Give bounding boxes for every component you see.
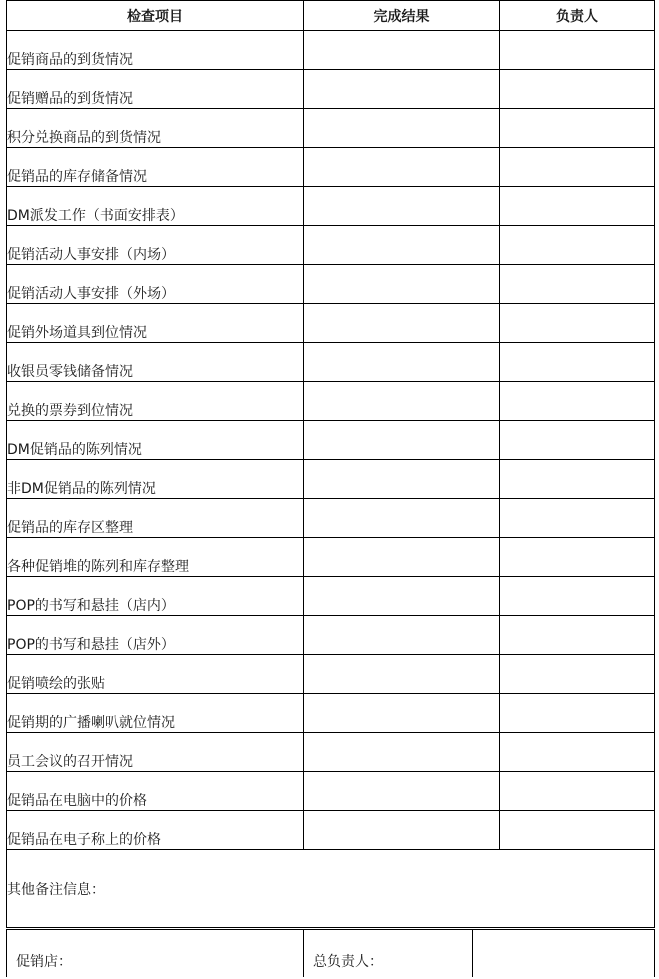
footer-table [6,929,655,977]
result-cell[interactable] [304,772,500,811]
owner-cell[interactable] [500,343,655,382]
owner-cell[interactable] [500,811,655,850]
owner-cell[interactable] [500,31,655,70]
check-item: 促销活动人事安排（内场） [7,226,304,265]
check-item: DM促销品的陈列情况 [7,421,304,460]
check-item: 促销商品的到货情况 [7,31,304,70]
check-item: 促销品在电子称上的价格 [7,811,304,850]
manager-label: 总负责人： [313,954,383,970]
owner-cell[interactable] [500,304,655,343]
check-item: POP的书写和悬挂（店外） [7,616,304,655]
table-row [7,343,655,382]
notes-label: 其他备注信息： [7,881,105,898]
result-cell[interactable] [304,733,500,772]
result-cell[interactable] [304,616,500,655]
owner-cell[interactable] [500,694,655,733]
table-row [7,109,655,148]
owner-cell[interactable] [500,70,655,109]
result-cell[interactable] [304,538,500,577]
check-item: 兑换的票券到位情况 [7,382,304,421]
result-cell[interactable] [304,226,500,265]
table-row [7,226,655,265]
owner-cell[interactable] [500,109,655,148]
result-cell[interactable] [304,109,500,148]
table-row [7,694,655,733]
owner-cell[interactable] [500,382,655,421]
check-item: 促销赠品的到货情况 [7,70,304,109]
check-item: 非DM促销品的陈列情况 [7,460,304,499]
check-item: 促销外场道具到位情况 [7,304,304,343]
check-item: 各种促销堆的陈列和库存整理 [7,538,304,577]
owner-cell[interactable] [500,265,655,304]
table-row [7,538,655,577]
check-item: 积分兑换商品的到货情况 [7,109,304,148]
result-cell[interactable] [304,460,500,499]
owner-cell[interactable] [500,733,655,772]
owner-cell[interactable] [500,655,655,694]
result-cell[interactable] [304,577,500,616]
table-row [7,304,655,343]
result-cell[interactable] [304,382,500,421]
notes-row [7,850,655,928]
owner-cell[interactable] [500,226,655,265]
table-row [7,187,655,226]
result-cell[interactable] [304,148,500,187]
check-item: 员工会议的召开情况 [7,733,304,772]
check-item: 促销品的库存储备情况 [7,148,304,187]
table-row [7,577,655,616]
table-row [7,382,655,421]
result-cell[interactable] [304,31,500,70]
owner-cell[interactable] [500,538,655,577]
footer-row [7,930,655,978]
table-row [7,616,655,655]
owner-cell[interactable] [500,577,655,616]
header-owner: 负责人 [500,1,655,31]
manager-cell[interactable] [304,930,473,978]
result-cell[interactable] [304,811,500,850]
check-item: DM派发工作（书面安排表） [7,187,304,226]
table-row [7,460,655,499]
check-item: POP的书写和悬挂（店内） [7,577,304,616]
checklist-body [7,31,655,850]
owner-cell[interactable] [500,616,655,655]
table-row [7,148,655,187]
result-cell[interactable] [304,694,500,733]
owner-cell[interactable] [500,772,655,811]
header-row [7,1,655,31]
check-item: 促销品在电脑中的价格 [7,772,304,811]
check-item: 促销期的广播喇叭就位情况 [7,694,304,733]
result-cell[interactable] [304,421,500,460]
table-row [7,265,655,304]
check-item: 促销喷绘的张贴 [7,655,304,694]
owner-cell[interactable] [500,499,655,538]
header-result: 完成结果 [304,1,500,31]
result-cell[interactable] [304,343,500,382]
owner-cell[interactable] [500,187,655,226]
table-row [7,772,655,811]
store-cell[interactable] [7,930,304,978]
table-row [7,499,655,538]
result-cell[interactable] [304,187,500,226]
owner-cell[interactable] [500,148,655,187]
result-cell[interactable] [304,304,500,343]
check-item: 收银员零钱储备情况 [7,343,304,382]
manager-value-cell[interactable] [473,930,655,978]
table-row [7,655,655,694]
header-item: 检查项目 [7,1,304,31]
check-item: 促销品的库存区整理 [7,499,304,538]
result-cell[interactable] [304,70,500,109]
table-row [7,421,655,460]
store-label: 促销店： [16,954,72,970]
check-item: 促销活动人事安排（外场） [7,265,304,304]
notes-cell[interactable] [7,850,655,928]
table-row [7,733,655,772]
owner-cell[interactable] [500,421,655,460]
result-cell[interactable] [304,499,500,538]
table-row [7,811,655,850]
result-cell[interactable] [304,655,500,694]
owner-cell[interactable] [500,460,655,499]
checklist-table [6,0,655,928]
table-row [7,70,655,109]
result-cell[interactable] [304,265,500,304]
table-row [7,31,655,70]
